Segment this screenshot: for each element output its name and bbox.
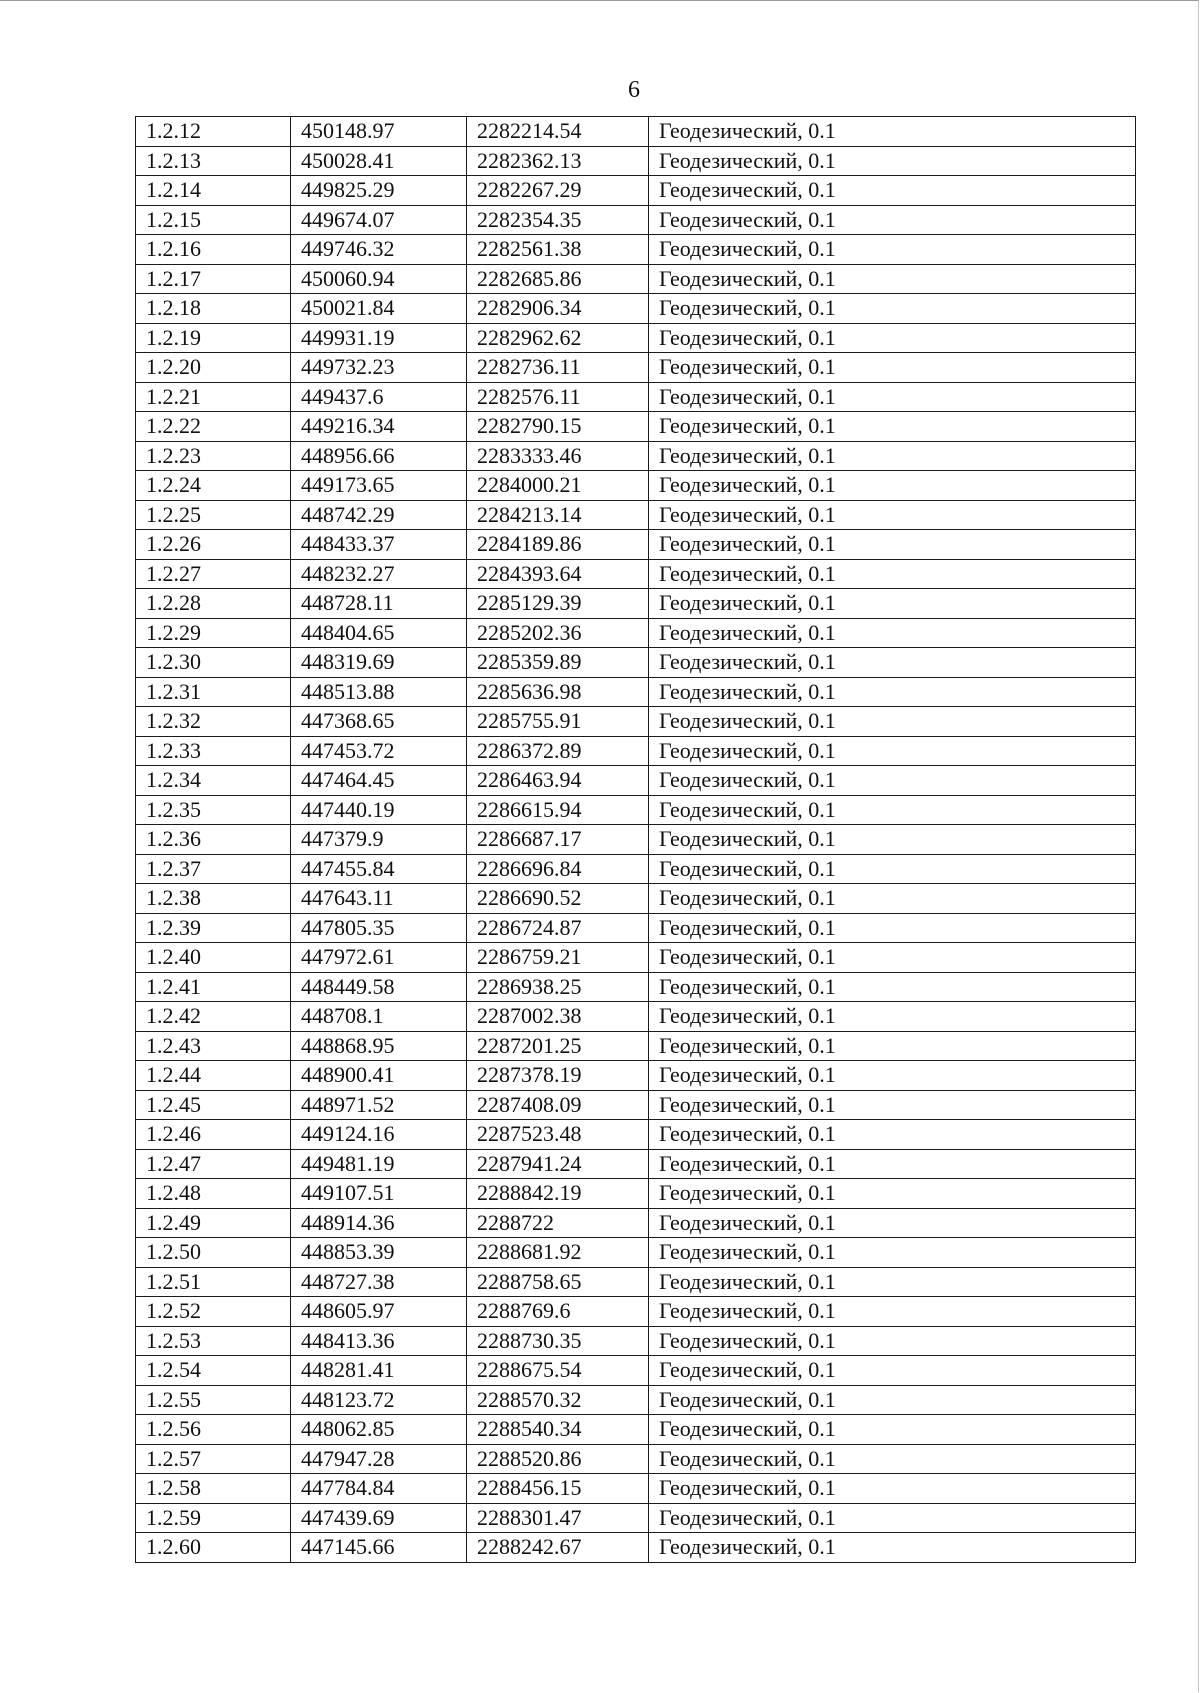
x-coordinate-cell: 447805.35 — [291, 913, 467, 943]
x-coordinate-cell: 448123.72 — [291, 1385, 467, 1415]
table-row — [136, 766, 1136, 796]
table-row — [136, 1474, 1136, 1504]
method-accuracy-cell: Геодезический, 0.1 — [649, 736, 1136, 766]
y-coordinate-cell: 2287002.38 — [467, 1002, 649, 1032]
y-coordinate-cell: 2287941.24 — [467, 1149, 649, 1179]
point-number-cell: 1.2.34 — [136, 766, 291, 796]
table-row — [136, 1120, 1136, 1150]
x-coordinate-cell: 448727.38 — [291, 1267, 467, 1297]
table-row — [136, 854, 1136, 884]
method-accuracy-cell: Геодезический, 0.1 — [649, 825, 1136, 855]
point-number-cell: 1.2.44 — [136, 1061, 291, 1091]
x-coordinate-cell: 448971.52 — [291, 1090, 467, 1120]
point-number-cell: 1.2.50 — [136, 1238, 291, 1268]
table-row — [136, 530, 1136, 560]
point-number-cell: 1.2.36 — [136, 825, 291, 855]
y-coordinate-cell: 2286463.94 — [467, 766, 649, 796]
y-coordinate-cell: 2282736.11 — [467, 353, 649, 383]
point-number-cell: 1.2.32 — [136, 707, 291, 737]
method-accuracy-cell: Геодезический, 0.1 — [649, 648, 1136, 678]
x-coordinate-cell: 447440.19 — [291, 795, 467, 825]
x-coordinate-cell: 448413.36 — [291, 1326, 467, 1356]
y-coordinate-cell: 2284189.86 — [467, 530, 649, 560]
method-accuracy-cell: Геодезический, 0.1 — [649, 146, 1136, 176]
point-number-cell: 1.2.49 — [136, 1208, 291, 1238]
y-coordinate-cell: 2284393.64 — [467, 559, 649, 589]
x-coordinate-cell: 447455.84 — [291, 854, 467, 884]
table-row — [136, 1002, 1136, 1032]
table-row — [136, 176, 1136, 206]
x-coordinate-cell: 448708.1 — [291, 1002, 467, 1032]
y-coordinate-cell: 2286938.25 — [467, 972, 649, 1002]
point-number-cell: 1.2.55 — [136, 1385, 291, 1415]
point-number-cell: 1.2.54 — [136, 1356, 291, 1386]
point-number-cell: 1.2.14 — [136, 176, 291, 206]
table-row — [136, 146, 1136, 176]
method-accuracy-cell: Геодезический, 0.1 — [649, 1179, 1136, 1209]
x-coordinate-cell: 449931.19 — [291, 323, 467, 353]
point-number-cell: 1.2.25 — [136, 500, 291, 530]
method-accuracy-cell: Геодезический, 0.1 — [649, 1267, 1136, 1297]
y-coordinate-cell: 2288842.19 — [467, 1179, 649, 1209]
table-row — [136, 1090, 1136, 1120]
point-number-cell: 1.2.59 — [136, 1503, 291, 1533]
y-coordinate-cell: 2282790.15 — [467, 412, 649, 442]
y-coordinate-cell: 2288520.86 — [467, 1444, 649, 1474]
table-row — [136, 1031, 1136, 1061]
x-coordinate-cell: 448914.36 — [291, 1208, 467, 1238]
method-accuracy-cell: Геодезический, 0.1 — [649, 913, 1136, 943]
x-coordinate-cell: 450060.94 — [291, 264, 467, 294]
x-coordinate-cell: 449124.16 — [291, 1120, 467, 1150]
method-accuracy-cell: Геодезический, 0.1 — [649, 1208, 1136, 1238]
method-accuracy-cell: Геодезический, 0.1 — [649, 323, 1136, 353]
x-coordinate-cell: 447439.69 — [291, 1503, 467, 1533]
point-number-cell: 1.2.58 — [136, 1474, 291, 1504]
point-number-cell: 1.2.45 — [136, 1090, 291, 1120]
method-accuracy-cell: Геодезический, 0.1 — [649, 884, 1136, 914]
method-accuracy-cell: Геодезический, 0.1 — [649, 353, 1136, 383]
x-coordinate-cell: 448956.66 — [291, 441, 467, 471]
x-coordinate-cell: 450148.97 — [291, 117, 467, 147]
point-number-cell: 1.2.57 — [136, 1444, 291, 1474]
x-coordinate-cell: 447453.72 — [291, 736, 467, 766]
x-coordinate-cell: 448900.41 — [291, 1061, 467, 1091]
y-coordinate-cell: 2285129.39 — [467, 589, 649, 619]
x-coordinate-cell: 450021.84 — [291, 294, 467, 324]
point-number-cell: 1.2.20 — [136, 353, 291, 383]
point-number-cell: 1.2.56 — [136, 1415, 291, 1445]
y-coordinate-cell: 2286759.21 — [467, 943, 649, 973]
point-number-cell: 1.2.13 — [136, 146, 291, 176]
x-coordinate-cell: 448062.85 — [291, 1415, 467, 1445]
y-coordinate-cell: 2288301.47 — [467, 1503, 649, 1533]
y-coordinate-cell: 2285359.89 — [467, 648, 649, 678]
table-row — [136, 1326, 1136, 1356]
x-coordinate-cell: 448232.27 — [291, 559, 467, 589]
x-coordinate-cell: 449674.07 — [291, 205, 467, 235]
x-coordinate-cell: 449107.51 — [291, 1179, 467, 1209]
coordinates-table-body — [136, 117, 1136, 1563]
y-coordinate-cell: 2288242.67 — [467, 1533, 649, 1563]
method-accuracy-cell: Геодезический, 0.1 — [649, 1503, 1136, 1533]
x-coordinate-cell: 447947.28 — [291, 1444, 467, 1474]
table-row — [136, 1444, 1136, 1474]
table-row — [136, 264, 1136, 294]
method-accuracy-cell: Геодезический, 0.1 — [649, 1002, 1136, 1032]
table-row — [136, 736, 1136, 766]
x-coordinate-cell: 447464.45 — [291, 766, 467, 796]
point-number-cell: 1.2.37 — [136, 854, 291, 884]
x-coordinate-cell: 448742.29 — [291, 500, 467, 530]
y-coordinate-cell: 2287408.09 — [467, 1090, 649, 1120]
table-row — [136, 559, 1136, 589]
y-coordinate-cell: 2288456.15 — [467, 1474, 649, 1504]
table-row — [136, 1415, 1136, 1445]
y-coordinate-cell: 2282362.13 — [467, 146, 649, 176]
method-accuracy-cell: Геодезический, 0.1 — [649, 1061, 1136, 1091]
y-coordinate-cell: 2282214.54 — [467, 117, 649, 147]
table-row — [136, 913, 1136, 943]
table-row — [136, 943, 1136, 973]
x-coordinate-cell: 450028.41 — [291, 146, 467, 176]
x-coordinate-cell: 449437.6 — [291, 382, 467, 412]
y-coordinate-cell: 2286696.84 — [467, 854, 649, 884]
table-row — [136, 795, 1136, 825]
point-number-cell: 1.2.26 — [136, 530, 291, 560]
method-accuracy-cell: Геодезический, 0.1 — [649, 1120, 1136, 1150]
table-row — [136, 1061, 1136, 1091]
point-number-cell: 1.2.33 — [136, 736, 291, 766]
point-number-cell: 1.2.31 — [136, 677, 291, 707]
y-coordinate-cell: 2288730.35 — [467, 1326, 649, 1356]
y-coordinate-cell: 2284000.21 — [467, 471, 649, 501]
y-coordinate-cell: 2287378.19 — [467, 1061, 649, 1091]
table-row — [136, 707, 1136, 737]
y-coordinate-cell: 2286615.94 — [467, 795, 649, 825]
table-row — [136, 353, 1136, 383]
method-accuracy-cell: Геодезический, 0.1 — [649, 294, 1136, 324]
table-row — [136, 412, 1136, 442]
table-row — [136, 1238, 1136, 1268]
point-number-cell: 1.2.52 — [136, 1297, 291, 1327]
point-number-cell: 1.2.60 — [136, 1533, 291, 1563]
method-accuracy-cell: Геодезический, 0.1 — [649, 205, 1136, 235]
method-accuracy-cell: Геодезический, 0.1 — [649, 1238, 1136, 1268]
method-accuracy-cell: Геодезический, 0.1 — [649, 1533, 1136, 1563]
table-row — [136, 972, 1136, 1002]
table-row — [136, 235, 1136, 265]
table-row — [136, 1267, 1136, 1297]
table-row — [136, 1297, 1136, 1327]
point-number-cell: 1.2.16 — [136, 235, 291, 265]
x-coordinate-cell: 448513.88 — [291, 677, 467, 707]
point-number-cell: 1.2.17 — [136, 264, 291, 294]
x-coordinate-cell: 448853.39 — [291, 1238, 467, 1268]
x-coordinate-cell: 448868.95 — [291, 1031, 467, 1061]
table-row — [136, 1149, 1136, 1179]
y-coordinate-cell: 2288675.54 — [467, 1356, 649, 1386]
point-number-cell: 1.2.24 — [136, 471, 291, 501]
method-accuracy-cell: Геодезический, 0.1 — [649, 795, 1136, 825]
method-accuracy-cell: Геодезический, 0.1 — [649, 707, 1136, 737]
point-number-cell: 1.2.48 — [136, 1179, 291, 1209]
method-accuracy-cell: Геодезический, 0.1 — [649, 1415, 1136, 1445]
method-accuracy-cell: Геодезический, 0.1 — [649, 1149, 1136, 1179]
x-coordinate-cell: 447368.65 — [291, 707, 467, 737]
point-number-cell: 1.2.39 — [136, 913, 291, 943]
method-accuracy-cell: Геодезический, 0.1 — [649, 1031, 1136, 1061]
method-accuracy-cell: Геодезический, 0.1 — [649, 441, 1136, 471]
y-coordinate-cell: 2282576.11 — [467, 382, 649, 412]
method-accuracy-cell: Геодезический, 0.1 — [649, 677, 1136, 707]
y-coordinate-cell: 2282354.35 — [467, 205, 649, 235]
x-coordinate-cell: 448728.11 — [291, 589, 467, 619]
y-coordinate-cell: 2286372.89 — [467, 736, 649, 766]
table-row — [136, 884, 1136, 914]
point-number-cell: 1.2.38 — [136, 884, 291, 914]
point-number-cell: 1.2.51 — [136, 1267, 291, 1297]
point-number-cell: 1.2.15 — [136, 205, 291, 235]
y-coordinate-cell: 2282561.38 — [467, 235, 649, 265]
y-coordinate-cell: 2288570.32 — [467, 1385, 649, 1415]
method-accuracy-cell: Геодезический, 0.1 — [649, 1326, 1136, 1356]
table-row — [136, 323, 1136, 353]
table-row — [136, 1385, 1136, 1415]
point-number-cell: 1.2.40 — [136, 943, 291, 973]
y-coordinate-cell: 2282685.86 — [467, 264, 649, 294]
method-accuracy-cell: Геодезический, 0.1 — [649, 530, 1136, 560]
point-number-cell: 1.2.27 — [136, 559, 291, 589]
method-accuracy-cell: Геодезический, 0.1 — [649, 500, 1136, 530]
y-coordinate-cell: 2286687.17 — [467, 825, 649, 855]
method-accuracy-cell: Геодезический, 0.1 — [649, 1090, 1136, 1120]
point-number-cell: 1.2.21 — [136, 382, 291, 412]
point-number-cell: 1.2.47 — [136, 1149, 291, 1179]
point-number-cell: 1.2.18 — [136, 294, 291, 324]
method-accuracy-cell: Геодезический, 0.1 — [649, 972, 1136, 1002]
point-number-cell: 1.2.22 — [136, 412, 291, 442]
y-coordinate-cell: 2288758.65 — [467, 1267, 649, 1297]
table-row — [136, 500, 1136, 530]
x-coordinate-cell: 449732.23 — [291, 353, 467, 383]
x-coordinate-cell: 447643.11 — [291, 884, 467, 914]
method-accuracy-cell: Геодезический, 0.1 — [649, 559, 1136, 589]
point-number-cell: 1.2.28 — [136, 589, 291, 619]
y-coordinate-cell: 2285202.36 — [467, 618, 649, 648]
point-number-cell: 1.2.19 — [136, 323, 291, 353]
y-coordinate-cell: 2284213.14 — [467, 500, 649, 530]
y-coordinate-cell: 2282962.62 — [467, 323, 649, 353]
table-row — [136, 677, 1136, 707]
x-coordinate-cell: 447145.66 — [291, 1533, 467, 1563]
x-coordinate-cell: 449216.34 — [291, 412, 467, 442]
x-coordinate-cell: 449825.29 — [291, 176, 467, 206]
x-coordinate-cell: 449173.65 — [291, 471, 467, 501]
point-number-cell: 1.2.46 — [136, 1120, 291, 1150]
table-row — [136, 1503, 1136, 1533]
method-accuracy-cell: Геодезический, 0.1 — [649, 264, 1136, 294]
x-coordinate-cell: 449746.32 — [291, 235, 467, 265]
table-row — [136, 825, 1136, 855]
method-accuracy-cell: Геодезический, 0.1 — [649, 1444, 1136, 1474]
x-coordinate-cell: 448281.41 — [291, 1356, 467, 1386]
table-row — [136, 117, 1136, 147]
table-row — [136, 1179, 1136, 1209]
method-accuracy-cell: Геодезический, 0.1 — [649, 235, 1136, 265]
method-accuracy-cell: Геодезический, 0.1 — [649, 1474, 1136, 1504]
table-row — [136, 618, 1136, 648]
point-number-cell: 1.2.41 — [136, 972, 291, 1002]
x-coordinate-cell: 448605.97 — [291, 1297, 467, 1327]
method-accuracy-cell: Геодезический, 0.1 — [649, 589, 1136, 619]
y-coordinate-cell: 2287201.25 — [467, 1031, 649, 1061]
page-number: 6 — [628, 77, 640, 103]
method-accuracy-cell: Геодезический, 0.1 — [649, 1356, 1136, 1386]
method-accuracy-cell: Геодезический, 0.1 — [649, 176, 1136, 206]
y-coordinate-cell: 2288722 — [467, 1208, 649, 1238]
table-row — [136, 441, 1136, 471]
table-row — [136, 1356, 1136, 1386]
table-row — [136, 471, 1136, 501]
method-accuracy-cell: Геодезический, 0.1 — [649, 943, 1136, 973]
method-accuracy-cell: Геодезический, 0.1 — [649, 471, 1136, 501]
y-coordinate-cell: 2285636.98 — [467, 677, 649, 707]
y-coordinate-cell: 2285755.91 — [467, 707, 649, 737]
point-number-cell: 1.2.23 — [136, 441, 291, 471]
x-coordinate-cell: 447379.9 — [291, 825, 467, 855]
method-accuracy-cell: Геодезический, 0.1 — [649, 117, 1136, 147]
point-number-cell: 1.2.35 — [136, 795, 291, 825]
point-number-cell: 1.2.53 — [136, 1326, 291, 1356]
table-row — [136, 382, 1136, 412]
y-coordinate-cell: 2288540.34 — [467, 1415, 649, 1445]
point-number-cell: 1.2.30 — [136, 648, 291, 678]
method-accuracy-cell: Геодезический, 0.1 — [649, 382, 1136, 412]
point-number-cell: 1.2.42 — [136, 1002, 291, 1032]
y-coordinate-cell: 2288681.92 — [467, 1238, 649, 1268]
y-coordinate-cell: 2286724.87 — [467, 913, 649, 943]
point-number-cell: 1.2.43 — [136, 1031, 291, 1061]
x-coordinate-cell: 447972.61 — [291, 943, 467, 973]
method-accuracy-cell: Геодезический, 0.1 — [649, 1385, 1136, 1415]
y-coordinate-cell: 2286690.52 — [467, 884, 649, 914]
x-coordinate-cell: 448319.69 — [291, 648, 467, 678]
y-coordinate-cell: 2283333.46 — [467, 441, 649, 471]
point-number-cell: 1.2.12 — [136, 117, 291, 147]
method-accuracy-cell: Геодезический, 0.1 — [649, 618, 1136, 648]
x-coordinate-cell: 448433.37 — [291, 530, 467, 560]
method-accuracy-cell: Геодезический, 0.1 — [649, 412, 1136, 442]
table-row — [136, 589, 1136, 619]
x-coordinate-cell: 447784.84 — [291, 1474, 467, 1504]
table-row — [136, 648, 1136, 678]
table-row — [136, 1533, 1136, 1563]
y-coordinate-cell: 2282267.29 — [467, 176, 649, 206]
y-coordinate-cell: 2282906.34 — [467, 294, 649, 324]
method-accuracy-cell: Геодезический, 0.1 — [649, 854, 1136, 884]
method-accuracy-cell: Геодезический, 0.1 — [649, 766, 1136, 796]
y-coordinate-cell: 2287523.48 — [467, 1120, 649, 1150]
y-coordinate-cell: 2288769.6 — [467, 1297, 649, 1327]
x-coordinate-cell: 449481.19 — [291, 1149, 467, 1179]
table-row — [136, 205, 1136, 235]
method-accuracy-cell: Геодезический, 0.1 — [649, 1297, 1136, 1327]
table-row — [136, 1208, 1136, 1238]
table-row — [136, 294, 1136, 324]
coordinates-table — [135, 116, 1136, 1563]
x-coordinate-cell: 448404.65 — [291, 618, 467, 648]
x-coordinate-cell: 448449.58 — [291, 972, 467, 1002]
point-number-cell: 1.2.29 — [136, 618, 291, 648]
